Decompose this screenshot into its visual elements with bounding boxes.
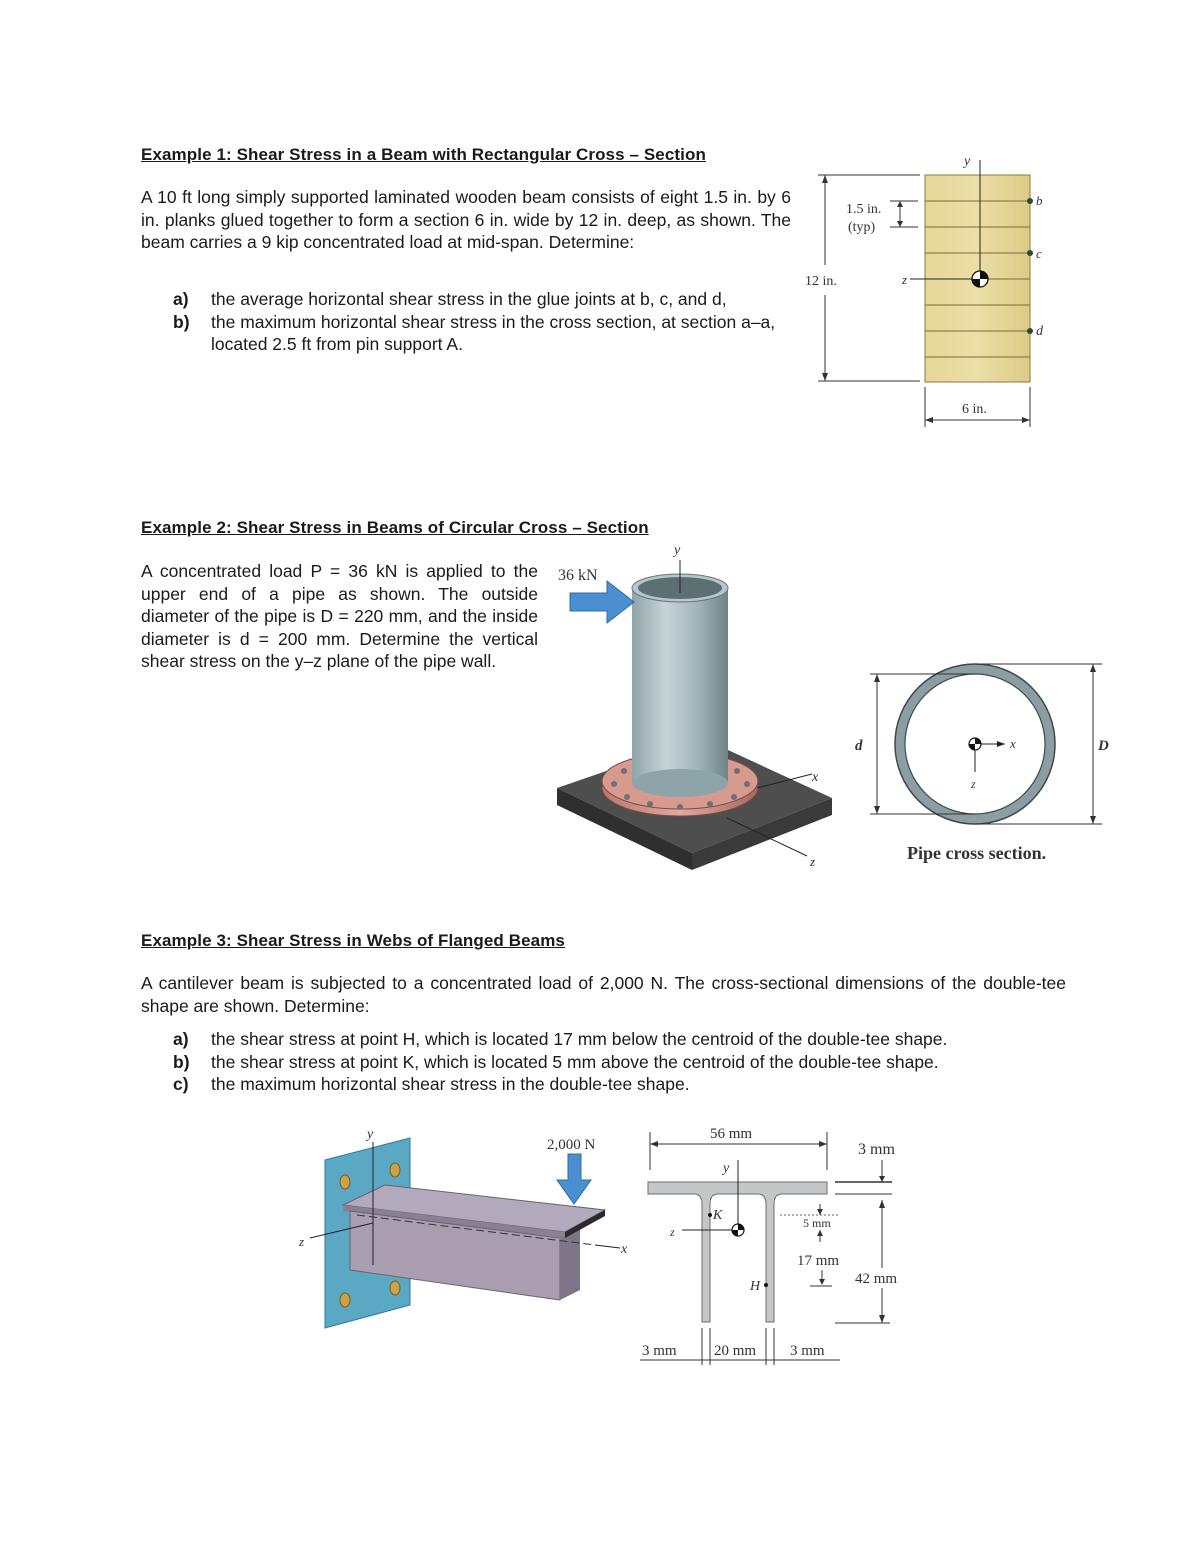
laminated-beam-cross-section-figure	[800, 145, 1070, 435]
list-item: b) the maximum horizontal shear stress in the cross section, at section a–a, located 2.5 ft from pin support A.	[173, 311, 776, 354]
label-z: z	[971, 777, 976, 791]
pipe-column-figure	[552, 538, 842, 873]
label-x: x	[812, 770, 819, 785]
pipe-cross-section-figure	[850, 660, 1125, 870]
point-K-label: K	[713, 1208, 723, 1223]
example-3-problem-text: A cantilever beam is subjected to a concentrated load of 2,000 N. The cross-sectional dimensions of the double-tee shape are shown. Determine:	[141, 973, 1066, 1016]
label-y: y	[964, 154, 971, 169]
width-label: 6 in.	[962, 402, 987, 417]
dim-5mm-label: 5 mm	[803, 1216, 831, 1230]
plank-typ-label: (typ)	[848, 220, 876, 235]
outer-diameter-label: D	[1098, 738, 1109, 754]
example-3-question-list	[173, 1028, 1073, 1096]
label-y: y	[723, 1161, 730, 1176]
depth-label: 12 in.	[805, 274, 837, 289]
label-z: z	[902, 272, 908, 287]
label-c: c	[1036, 246, 1042, 261]
label-y: y	[674, 543, 681, 558]
load-label: 36 kN	[558, 567, 598, 584]
example-1-heading: Example 1: Shear Stress in a Beam with Rectangular Cross – Section	[141, 145, 706, 164]
figure-caption: Pipe cross section.	[907, 843, 1047, 863]
web-gap-label: 20 mm	[714, 1343, 757, 1359]
web-right-thickness-label: 3 mm	[790, 1343, 825, 1359]
example-3-heading: Example 3: Shear Stress in Webs of Flanged Beams	[141, 931, 565, 950]
width-label: 56 mm	[710, 1126, 753, 1142]
example-2-problem-text: A concentrated load P = 36 kN is applied to the upper end of a pipe as shown. The outside diameter of the pipe is D = 220 mm, and the inside diameter is d = 200 mm. Determine the vertical shear stress on the y–z plane of the pipe wall.	[141, 561, 538, 671]
list-item: b) the shear stress at point K, which is located 5 mm above the centroid of the double-tee shape.	[173, 1051, 939, 1072]
load-arrow	[570, 581, 634, 623]
list-item: c) the maximum horizontal shear stress in the double-tee shape.	[173, 1074, 690, 1094]
label-z: z	[299, 1234, 305, 1249]
label-b: b	[1036, 193, 1043, 208]
pipe	[632, 588, 728, 783]
load-label: 2,000 N	[547, 1137, 596, 1153]
example-1-question-list	[173, 288, 793, 356]
list-item: a) the shear stress at point H, which is located 17 mm below the centroid of the double-tee shape.	[173, 1029, 948, 1049]
label-x: x	[621, 1242, 628, 1257]
load-arrow	[557, 1154, 591, 1204]
label-z: z	[810, 854, 816, 869]
example-1-problem-text: A 10 ft long simply supported laminated wooden beam consists of eight 1.5 in. by 6 in. planks glued together to form a section 6 in. wide by 12 in. deep, as shown. The beam carries a 9 kip concentrated load at mid-span. Determine:	[141, 187, 791, 252]
flange-thickness-label: 3 mm	[858, 1141, 895, 1158]
double-tee-cross-section-figure	[640, 1120, 920, 1370]
label-x: x	[1010, 736, 1016, 751]
plank-thickness-label: 1.5 in.	[846, 202, 882, 217]
label-y: y	[367, 1127, 374, 1142]
label-d: d	[1036, 324, 1043, 339]
height-label: 42 mm	[855, 1271, 898, 1287]
dim-17mm-label: 17 mm	[797, 1253, 840, 1269]
example-2-heading: Example 2: Shear Stress in Beams of Circular Cross – Section	[141, 518, 649, 537]
label-z: z	[670, 1225, 675, 1239]
web-left-thickness-label: 3 mm	[642, 1343, 677, 1359]
point-H-label: H	[750, 1279, 761, 1294]
cantilever-beam-figure	[295, 1120, 640, 1335]
inner-diameter-label: d	[855, 738, 863, 754]
list-item: a) the average horizontal shear stress in the glue joints at b, c, and d,	[173, 289, 727, 309]
